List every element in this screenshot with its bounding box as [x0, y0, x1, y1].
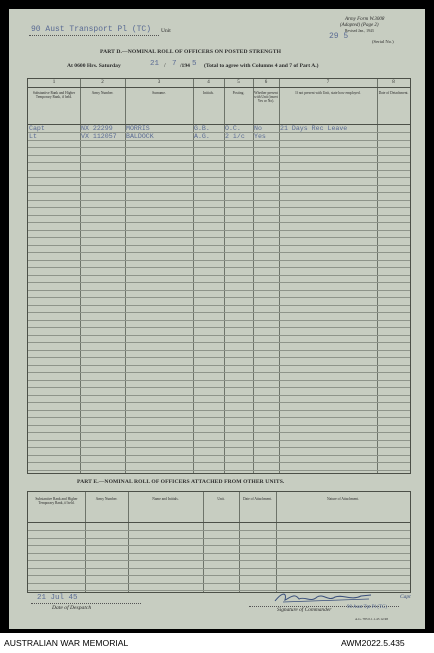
- form-ref-2: (Adapted) (Page 2): [340, 23, 379, 28]
- part-d-rule-line: [28, 290, 410, 291]
- part-e-rule-line: [28, 538, 410, 539]
- part-d-col-number: 5: [237, 80, 240, 85]
- form-ref-3: Revised Jan., 1943: [345, 29, 374, 33]
- unit-typed: 90 Aust Transport Pl (TC): [31, 25, 152, 34]
- part-d-rule-line: [28, 140, 410, 141]
- part-d-cell-present: No: [254, 125, 262, 132]
- part-d-col-number: 7: [326, 80, 330, 85]
- unit-label: Unit: [161, 28, 171, 34]
- part-d-rule-line: [28, 162, 410, 163]
- part-d-rule-line: [28, 275, 410, 276]
- part-d-cell-rank: Capt: [29, 125, 45, 132]
- part-d-rule-line: [28, 147, 410, 148]
- part-e-table: [27, 491, 411, 593]
- part-d-rule-line: [28, 237, 410, 238]
- footer-left: AUSTRALIAN WAR MEMORIAL: [4, 638, 129, 648]
- footer-right: AWM2022.5.435: [341, 638, 405, 648]
- part-e-col-line: [239, 492, 240, 592]
- part-d-rule-line: [28, 335, 410, 336]
- part-d-col-line: [279, 79, 280, 473]
- part-d-rule-line: [28, 185, 410, 186]
- part-e-rule-line: [28, 553, 410, 554]
- part-d-cell-rank: Lt: [29, 132, 37, 140]
- part-d-cell-number: VX 112057: [81, 132, 117, 140]
- part-e-col-header: Date of Attachment.: [242, 497, 273, 501]
- part-d-rule-line: [28, 357, 410, 358]
- part-d-rule-line: [28, 387, 410, 388]
- part-d-rule-line: [28, 305, 410, 306]
- part-d-col-number: 6: [264, 80, 268, 85]
- printer-note: A.G. 785 0.1.1.43 12/48: [355, 617, 388, 621]
- part-d-col-number: 4: [207, 80, 210, 85]
- part-d-rule-line: [28, 200, 410, 201]
- part-e-rule-line: [28, 568, 410, 569]
- form-page: 90 Aust Transport Pl (TC) Unit Army Form W.3008 (Adapted) (Page 2) Revised Jan., 1943 29 5 (Serial No.) PART D.—NOMINAL ROLL OF OFFICERS ON POSTED STRENGTH At 0600 Hrs. Saturday 21 / 7 /194 5 (Total to agree with Columns 4 and 7 of Part A.) 1 2 3 4 5 6 7 8 Substantive Rank and Higher Temporary Rank, if held. Army Number. Surname. Initials. Posting. Whether present with Unit (insert Yes or No). If not present with Unit, state how employed. Date of Detachment. Capt NX 22299 MORRIS G.B. O.C. No 21 Days Rec Leave Lt VX 112057 BALDOCK A.G. 2 i/c Yes PART E.—NOMINAL ROLL OF OFFICERS ATTACHED FROM OTHER UNITS. Substantive Rank and Higher Temporary Rank, if held. Army Number. Name and Initials. Unit. Date of Attachment. Nature of Attachment. 21 Jul 45 Date of Despatch Capt Signature of Commander 90 Aust Tpt Pl (TC) A.G. 785 0.1.1.43 12/48: [9, 9, 425, 629]
- part-d-rule-line: [28, 230, 410, 231]
- part-d-rule-line: [28, 155, 410, 156]
- part-d-rule-line: [28, 170, 410, 171]
- part-d-rule-line: [28, 252, 410, 253]
- part-e-rule-line: [28, 583, 410, 584]
- part-d-table: [27, 78, 411, 474]
- part-e-rule-line: [28, 575, 410, 576]
- part-d-rule-line: [28, 395, 410, 396]
- part-d-rule-line: [28, 432, 410, 433]
- part-d-col-number: 1: [52, 80, 56, 85]
- part-d-title: PART D.—NOMINAL ROLL OF OFFICERS ON POSTED STRENGTH: [100, 49, 282, 55]
- part-d-col-header: Date of Detachment.: [378, 91, 409, 95]
- despatch-label: Date of Despatch: [52, 605, 92, 611]
- part-d-rule-line: [28, 440, 410, 441]
- part-e-col-line: [276, 492, 277, 592]
- part-d-rule-line: [28, 447, 410, 448]
- part-d-rule-line: [28, 192, 410, 193]
- part-e-col-header: Name and Initials.: [152, 497, 179, 501]
- part-d-rule-line: [28, 215, 410, 216]
- part-d-number-row-line: [28, 87, 410, 88]
- part-e-col-line: [85, 492, 86, 592]
- part-d-col-header: Posting.: [232, 91, 245, 95]
- part-d-rule-line: [28, 365, 410, 366]
- part-d-col-number: 8: [392, 80, 395, 85]
- part-e-rule-line: [28, 560, 410, 561]
- part-d-rule-line: [28, 320, 410, 321]
- serial-label: (Serial No.): [372, 39, 394, 44]
- part-d-rule-line: [28, 342, 410, 343]
- commander-label: Signature of Commander: [277, 607, 332, 613]
- part-d-col-header: Whether present with Unit (insert Yes or No).: [254, 91, 278, 103]
- part-d-rule-line: [28, 350, 410, 351]
- part-d-col-header: Army Number.: [91, 91, 114, 95]
- part-d-rule-line: [28, 297, 410, 298]
- part-d-cell-posting: O.C.: [225, 125, 241, 132]
- part-d-cell-surname: MORRIS: [126, 125, 150, 132]
- part-e-title: PART E.—NOMINAL ROLL OF OFFICERS ATTACHED FROM OTHER UNITS.: [77, 479, 285, 485]
- part-d-rule-line: [28, 417, 410, 418]
- part-e-rule-line: [28, 530, 410, 531]
- part-d-col-header: Initials.: [203, 91, 214, 95]
- part-d-rule-line: [28, 402, 410, 403]
- part-d-col-number: 2: [101, 80, 104, 85]
- part-e-col-line: [203, 492, 204, 592]
- part-d-rule-line: [28, 267, 410, 268]
- form-ref-1: Army Form W.3008: [345, 17, 385, 22]
- part-d-cell-initials: A.G.: [194, 132, 210, 140]
- total-note: (Total to agree with Columns 4 and 7 of Part A.): [204, 63, 319, 69]
- part-e-col-header: Nature of Attachment.: [326, 497, 360, 501]
- part-d-rule-line: [28, 260, 410, 261]
- at-hrs-label: At 0600 Hrs. Saturday: [67, 63, 121, 69]
- date-month: 7: [172, 60, 177, 68]
- part-d-col-header: If not present with Unit, state how employed.: [295, 91, 361, 95]
- part-d-col-header: Surname.: [152, 91, 166, 95]
- part-d-rule-line: [28, 312, 410, 313]
- part-d-rule-line: [28, 327, 410, 328]
- part-e-header-line: [28, 522, 410, 523]
- part-d-rule-line: [28, 470, 410, 471]
- part-d-cell-initials: G.B.: [194, 125, 210, 132]
- part-d-rule-line: [28, 207, 410, 208]
- part-e-col-header: Substantive Rank and Higher Temporary Rank, if held.: [35, 497, 78, 505]
- part-d-cell-present: Yes: [254, 132, 266, 140]
- date-year-label: /194: [180, 63, 190, 69]
- part-d-cell-posting: 2 i/c: [225, 132, 245, 140]
- part-d-rule-line: [28, 222, 410, 223]
- part-d-rule-line: [28, 372, 410, 373]
- part-d-rule-line: [28, 245, 410, 246]
- part-d-rule-line: [28, 455, 410, 456]
- part-d-col-header: Substantive Rank and Higher Temporary Rank, if held.: [32, 91, 76, 99]
- part-d-rule-line: [28, 462, 410, 463]
- unit-underline: [29, 35, 159, 36]
- part-d-rule-line: [28, 177, 410, 178]
- archive-footer: [0, 633, 434, 653]
- part-d-col-line: [377, 79, 378, 473]
- date-day: 21: [150, 60, 160, 68]
- part-d-col-number: 3: [157, 80, 161, 85]
- unit-stamp: 90 Aust Tpt Pl (TC): [347, 605, 387, 610]
- part-d-rule-line: [28, 410, 410, 411]
- part-e-rule-line: [28, 545, 410, 546]
- part-e-col-line: [128, 492, 129, 592]
- part-e-col-header: Army Number.: [95, 497, 118, 501]
- part-d-rule-line: [28, 425, 410, 426]
- part-e-col-header: Unit.: [217, 497, 225, 501]
- rank-written: Capt: [400, 594, 411, 600]
- part-d-rule-line: [28, 282, 410, 283]
- part-d-cell-employed: 21 Days Rec Leave: [280, 125, 348, 132]
- despatch-date-typed: 21 Jul 45: [37, 594, 78, 602]
- serial-typed: 29 5: [329, 32, 349, 41]
- part-d-cell-number: NX 22299: [81, 125, 113, 132]
- part-d-rule-line: [28, 380, 410, 381]
- part-d-cell-surname: BALDOCK: [126, 132, 154, 140]
- date-year-typed: 5: [192, 60, 197, 68]
